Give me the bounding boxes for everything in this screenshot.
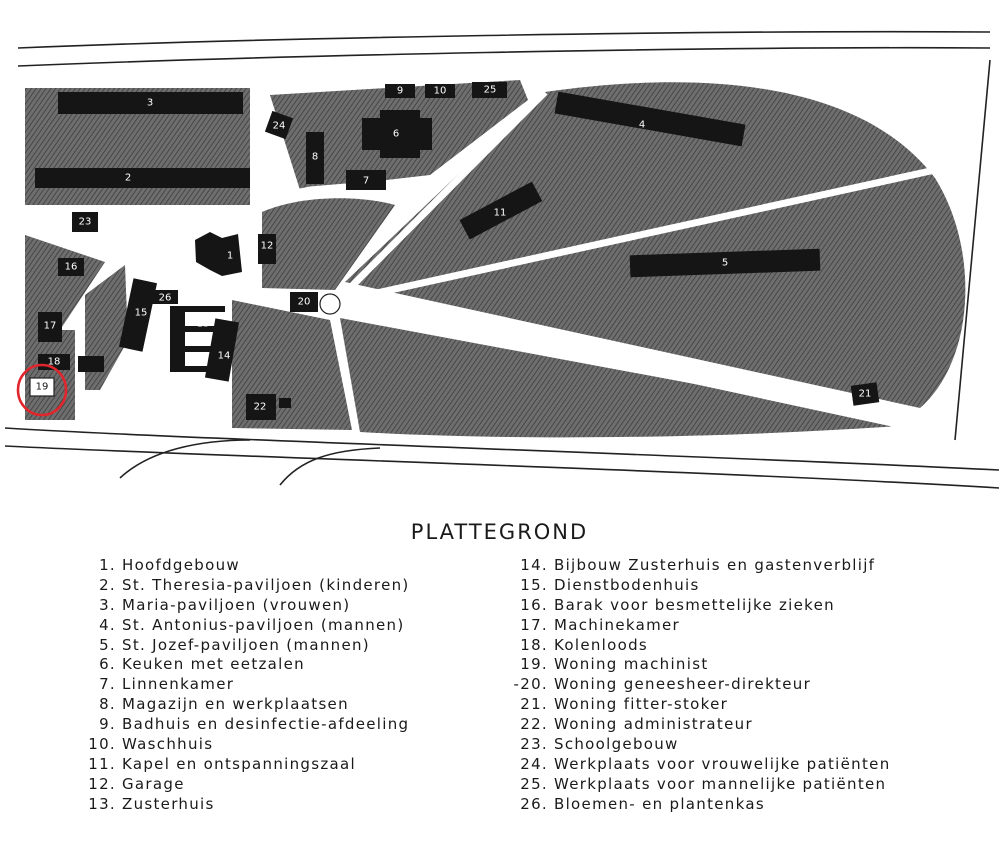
label-16: 16	[64, 261, 78, 273]
legend-number: 26.	[520, 794, 548, 813]
legend-item	[510, 775, 960, 795]
label-22: 22	[253, 401, 267, 413]
legend-item	[510, 795, 960, 815]
legend-title: PLATTEGROND	[410, 520, 589, 544]
legend-number: 15.	[520, 575, 548, 594]
legend-number: 8.	[99, 695, 116, 714]
legend-label: St. Antonius-paviljoen (mannen)	[122, 615, 405, 634]
label-24: 24	[272, 120, 286, 132]
label-18: 18	[47, 356, 61, 368]
legend-item	[78, 775, 478, 795]
legend-label: Machinekamer	[554, 615, 681, 634]
legend-item	[510, 675, 960, 695]
building-1	[195, 232, 242, 276]
road-north-outer	[18, 32, 990, 48]
label-23: 23	[78, 216, 92, 228]
legend-number: 9.	[99, 715, 116, 734]
legend-number: 13.	[88, 794, 116, 813]
road-southwest-curve	[120, 440, 250, 478]
legend-item	[510, 735, 960, 755]
legend-item	[510, 636, 960, 656]
ground-southwest	[25, 330, 75, 420]
legend-column-left	[78, 556, 478, 815]
legend-label: Garage	[122, 774, 185, 793]
legend-number: 17.	[520, 615, 548, 634]
label-25: 25	[483, 84, 497, 96]
legend-item	[78, 735, 478, 755]
label-21: 21	[858, 388, 872, 400]
legend-number: 19.	[520, 655, 548, 674]
legend-label: St. Theresia-paviljoen (kinderen)	[122, 575, 410, 594]
legend-label: Dienstbodenhuis	[554, 575, 700, 594]
legend-item	[510, 655, 960, 675]
legend-number: 10.	[88, 735, 116, 754]
legend-item	[78, 556, 478, 576]
legend-item	[78, 616, 478, 636]
legend-number: 14.	[520, 556, 548, 574]
label-8: 8	[311, 151, 319, 163]
label-9: 9	[396, 85, 404, 97]
legend-number: 11.	[88, 754, 116, 773]
road-south-curve	[280, 448, 380, 485]
ground-areas	[25, 80, 965, 437]
legend-label: Werkplaats voor vrouwelijke patiënten	[554, 754, 891, 773]
legend-item	[510, 616, 960, 636]
legend-item	[78, 795, 478, 815]
legend-item	[510, 715, 960, 735]
legend-label: Kapel en ontspanningszaal	[122, 754, 356, 773]
label-1: 1	[226, 250, 234, 262]
legend-label: Waschhuis	[122, 735, 214, 754]
label-15: 15	[134, 307, 148, 319]
legend-number: 2.	[99, 575, 116, 594]
label-13: 13	[196, 318, 210, 330]
legend-number: 5.	[99, 635, 116, 654]
road-south-inner	[5, 446, 999, 488]
legend-label: Keuken met eetzalen	[122, 655, 305, 674]
building-22b	[279, 398, 291, 408]
legend-label: Woning machinist	[554, 655, 709, 674]
legend-label: Magazijn en werkplaatsen	[122, 695, 349, 714]
legend-label: Barak voor besmettelijke zieken	[554, 595, 835, 614]
legend-number: 3.	[99, 595, 116, 614]
legend-item	[510, 695, 960, 715]
legend-number: 22.	[520, 715, 548, 734]
legend-number: 6.	[99, 655, 116, 674]
label-3: 3	[146, 97, 154, 109]
legend-item	[510, 576, 960, 596]
legend-number: 4.	[99, 615, 116, 634]
legend-label: Woning fitter-stoker	[554, 695, 729, 714]
legend-number: 12.	[88, 774, 116, 793]
legend-label: Maria-paviljoen (vrouwen)	[122, 595, 351, 614]
legend-item	[78, 576, 478, 596]
label-6: 6	[392, 128, 400, 140]
legend-label: Bijbouw Zusterhuis en gastenverblijf	[554, 556, 876, 574]
legend-item	[78, 755, 478, 775]
legend-label: Werkplaats voor mannelijke patiënten	[554, 774, 887, 793]
label-7: 7	[362, 175, 370, 187]
roundabout	[320, 294, 340, 314]
legend-number: 7.	[99, 675, 116, 694]
label-4: 4	[638, 119, 646, 131]
legend-number: 16.	[520, 595, 548, 614]
legend-item	[78, 695, 478, 715]
legend-label: Schoolgebouw	[554, 735, 679, 754]
legend-label: Kolenloods	[554, 635, 649, 654]
legend-column-right	[510, 556, 960, 815]
legend-label: St. Jozef-paviljoen (mannen)	[122, 635, 370, 654]
legend-item	[78, 675, 478, 695]
legend-label: Woning administrateur	[554, 715, 753, 734]
legend-item	[78, 636, 478, 656]
label-17: 17	[43, 320, 57, 332]
legend-item	[510, 556, 960, 576]
label-20: 20	[297, 296, 311, 308]
legend-number: -20.	[513, 675, 548, 694]
label-5: 5	[721, 257, 729, 269]
legend-label: Zusterhuis	[122, 794, 215, 813]
legend-number: 25.	[520, 774, 548, 793]
label-26: 26	[158, 292, 172, 304]
label-11: 11	[493, 207, 507, 219]
legend-number: 1.	[99, 556, 116, 574]
building-18b	[78, 356, 104, 372]
label-12: 12	[260, 240, 274, 252]
legend-label: Linnenkamer	[122, 675, 235, 694]
legend-number: 21.	[520, 695, 548, 714]
label-19: 19	[35, 381, 49, 393]
label-2: 2	[124, 172, 132, 184]
legend-label: Hoofdgebouw	[122, 556, 240, 574]
legend-number: 24.	[520, 754, 548, 773]
label-10: 10	[433, 85, 447, 97]
legend-number: 23.	[520, 735, 548, 754]
legend-label: Bloemen- en plantenkas	[554, 794, 765, 813]
road-north-inner	[18, 48, 990, 66]
legend-item	[78, 715, 478, 735]
legend-label: Badhuis en desinfectie-afdeeling	[122, 715, 410, 734]
legend-number: 18.	[520, 635, 548, 654]
legend-item	[78, 655, 478, 675]
legend-item	[78, 596, 478, 616]
legend-label: Woning geneesheer-direkteur	[554, 675, 812, 694]
legend-item	[510, 755, 960, 775]
label-14: 14	[217, 350, 231, 362]
legend-item	[510, 596, 960, 616]
building-2	[35, 168, 250, 188]
